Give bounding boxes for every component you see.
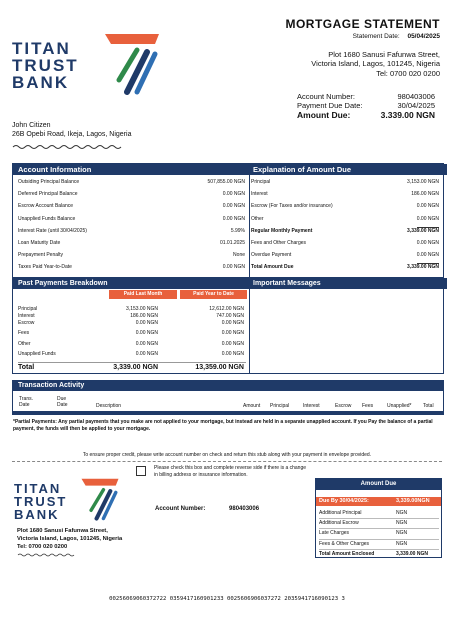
transactions-panel	[12, 380, 444, 415]
account-info-row	[18, 179, 245, 191]
stub-due-by-value: 3,339.00NGN	[396, 498, 430, 504]
stub-phone: Tel: 0700 020 0200	[17, 543, 68, 550]
th-unapplied: Unapplied*	[387, 403, 412, 409]
account-info-rows	[18, 179, 245, 277]
account-info-label: Prepayment Penalty	[18, 252, 64, 259]
stub-address-line2: Victoria Island, Lagos, 101245, Nigeria	[17, 535, 123, 542]
account-info-row	[18, 228, 245, 240]
account-info-value: None	[233, 252, 245, 259]
statement-date-label: Statement Date:	[352, 33, 400, 40]
account-info-value: 0.00 NGN	[222, 191, 245, 198]
account-info-value: 507,855.00 NGN	[207, 179, 245, 185]
past-payment-label: Escrow	[18, 320, 35, 326]
stub-amount-row	[319, 519, 439, 529]
stub-logo-line3: BANK	[14, 507, 60, 522]
past-payment-row	[18, 306, 246, 313]
explanation-label: Regular Monthly Payment	[251, 227, 313, 234]
logo-line3: BANK	[12, 73, 70, 92]
th-description: Description	[96, 403, 122, 409]
account-summary	[297, 92, 435, 120]
stub-row-label: Fees & Other Charges	[319, 540, 370, 547]
bank-address-line2: Victoria Island, Lagos, 101245, Nigeria	[311, 59, 440, 69]
stub-amount-due-title: Amount Due	[316, 479, 441, 490]
stub-amount-due-box	[315, 478, 442, 558]
past-payment-last-month: 0.00 NGN	[135, 330, 158, 337]
th-due-date: Due Date	[57, 396, 68, 408]
past-payments-total-row	[18, 362, 246, 371]
stub-address	[17, 528, 122, 558]
stub-row-value: NGN	[396, 540, 408, 547]
explanation-label: Overdue Payment	[251, 252, 292, 259]
checkbox-text: Please check this box and complete reverse side if there is a change in billing address or insurance information.	[154, 465, 307, 478]
stub-logo	[14, 482, 124, 527]
stub-amount-row	[319, 509, 439, 519]
important-messages-title: Important Messages	[249, 278, 447, 289]
stub-address-line1: Plot 1680 Sanusi Fafunwa Street,	[17, 528, 108, 534]
account-info-row	[18, 216, 245, 228]
past-payment-ytd: 0.00 NGN	[221, 330, 244, 337]
account-info-label: Outsiding Principal Balance	[18, 179, 80, 185]
past-payment-label: Interest	[18, 313, 35, 319]
account-info-row	[18, 203, 245, 215]
explanation-row	[251, 203, 439, 215]
barcode-scribble	[12, 143, 127, 151]
stub-due-by-row	[316, 497, 441, 506]
stub-row-value: NGN	[396, 530, 408, 537]
total-last-month: 3,339.00 NGN	[113, 364, 158, 371]
th-escrow: Escrow	[335, 403, 352, 409]
account-info-label: Unapplied Funds Balance	[18, 215, 76, 222]
past-payment-ytd: 0.00 NGN	[221, 350, 244, 357]
explanation-value: 0.00 NGN	[417, 216, 439, 228]
bank-logo	[12, 40, 162, 100]
logo-line1: TITAN	[12, 39, 71, 58]
bank-phone: Tel: 0700 020 0200	[376, 68, 440, 78]
partial-payments-note: *Partial Payments: Any partial payments that you make are not applied to your mortgage, but instead are held in a separate unapplied account. If you Pay the balance of a partial payment, the funds will then be applied to your mortgage.	[13, 419, 433, 432]
stub-row-value: NGN	[396, 520, 408, 527]
account-info-row	[18, 191, 245, 203]
stub-amount-row	[319, 550, 439, 559]
th-interest: Interest	[303, 403, 320, 409]
past-payment-label: Principal	[18, 306, 38, 312]
explanation-row	[251, 228, 439, 240]
total-ytd: 13,359.00 NGN	[195, 364, 244, 371]
logo-line2: TRUST	[12, 56, 79, 75]
amount-due: 3.339.00 NGN	[380, 110, 435, 120]
account-info-title: Account Information	[13, 164, 252, 175]
th-amount: Amount	[243, 403, 261, 409]
explanation-row	[251, 216, 439, 228]
stub-due-by-label: Due By 30/04/2025:	[319, 498, 369, 504]
th-trans-date: Trans. Date	[19, 396, 33, 408]
past-payment-last-month: 3,153.00 NGN	[126, 306, 158, 312]
account-info-value: 01.01.2025	[219, 239, 245, 246]
past-payment-ytd: 0.00 NGN	[221, 320, 244, 326]
explanation-value: 3,339.00 NGN	[407, 227, 439, 234]
account-number-label: Account Number:	[297, 92, 355, 101]
explanation-value: 186.00 NGN	[411, 191, 439, 198]
bank-address-line1: Plot 1680 Sanusi Fafunwa Street,	[328, 50, 440, 59]
explanation-row	[251, 240, 439, 252]
info-panel	[12, 163, 444, 278]
stub-account-number: 980403006	[229, 506, 260, 512]
account-info-value: 0.00 NGN	[222, 264, 245, 271]
explanation-row	[251, 191, 439, 203]
col-paid-ytd: Paid Year to Date	[180, 290, 247, 299]
stub-row-label: Late Charges	[319, 530, 350, 537]
past-payment-row	[18, 330, 246, 340]
past-payment-row	[18, 351, 246, 361]
past-payment-label: Fees	[18, 330, 30, 337]
account-info-row	[18, 240, 245, 252]
customer-name: John Citizen	[12, 122, 51, 129]
account-info-label: Escrow Account Balance	[18, 203, 74, 210]
address-change-checkbox[interactable]	[136, 466, 146, 476]
stub-amount-row	[319, 529, 439, 539]
stub-row-value: 3,339.00 NGN	[396, 550, 428, 557]
account-info-value: 0.00 NGN	[222, 203, 245, 210]
past-payment-row	[18, 313, 246, 320]
stub-amount-row	[319, 540, 439, 550]
past-payment-last-month: 186.00 NGN	[130, 313, 158, 319]
explanation-title: Explanation of Amount Due	[249, 164, 447, 175]
payments-panel	[12, 277, 444, 374]
account-info-value: 0.00 NGN	[222, 215, 245, 222]
stub-logo-line2: TRUST	[14, 494, 68, 509]
customer-block	[12, 122, 131, 151]
stub-row-label: Additional Principal	[319, 510, 362, 516]
stub-row-value: NGN	[396, 510, 408, 516]
past-payments-title: Past Payments Breakdown	[13, 278, 252, 289]
explanation-label: Other	[251, 215, 264, 222]
customer-address: 26B Opebi Road, Ikeja, Lagos, Nigeria	[12, 130, 132, 138]
stub-logo-line1: TITAN	[14, 481, 62, 496]
statement-date: 05/04/2025	[407, 33, 440, 40]
past-payment-label: Other	[18, 340, 31, 347]
logo-slash-icon	[97, 30, 167, 100]
col-paid-last-month: Paid Last Month	[109, 290, 177, 299]
explanation-label: Escrow (For Taxes and/or insurance)	[251, 203, 333, 210]
th-fees: Fees	[362, 403, 374, 409]
account-info-row	[18, 264, 245, 276]
stub-row-label: Additional Escrow	[319, 520, 359, 527]
account-info-value: 5.99%	[230, 227, 245, 234]
th-total: Total	[423, 403, 434, 409]
past-payments-rows	[18, 306, 246, 361]
due-date-label: Payment Due Date:	[297, 101, 363, 110]
stub-logo-slash-icon	[76, 476, 124, 524]
explanation-value: 3,339.00 NGN	[407, 264, 439, 271]
explanation-label: Interest	[251, 191, 268, 198]
past-payment-ytd: 0.00 NGN	[221, 340, 244, 347]
past-payment-label: Unapplied Funds	[18, 350, 56, 357]
past-payment-ytd: 12,612.00 NGN	[209, 306, 244, 312]
past-payment-ytd: 747.00 NGN	[216, 313, 244, 319]
amount-due-label: Amount Due:	[297, 110, 351, 120]
explanation-value: 0.00 NGN	[416, 203, 439, 210]
account-info-label: Deferred Principal Balance	[18, 191, 78, 198]
explanation-value: 0.00 NGN	[416, 239, 439, 246]
explanation-value: 0.00 NGN	[417, 252, 439, 264]
stub-amount-rows	[319, 509, 439, 559]
micr-line: 00256069060372722 0359417160901233 0025606906037272 2035941716090123 3	[109, 596, 345, 602]
total-label: Total	[18, 364, 35, 371]
explanation-label: Principal	[251, 179, 271, 185]
past-payment-row	[18, 320, 246, 330]
account-number: 980403006	[397, 92, 435, 101]
explanation-row	[251, 264, 439, 276]
explanation-rows	[251, 179, 439, 277]
due-date: 30/04/2025	[397, 101, 435, 110]
past-payment-last-month: 0.00 NGN	[135, 320, 158, 326]
statement-title: MORTGAGE STATEMENT	[285, 17, 440, 31]
account-info-label: Interest Rate (until 30/04/2025)	[18, 227, 87, 234]
stub-instruction: To ensure proper credit, please write account number on check and return this stub along with your payment in envelope provided.	[82, 452, 372, 458]
explanation-value: 3,153.00 NGN	[407, 179, 439, 185]
past-payment-row	[18, 341, 246, 351]
past-payment-last-month: 0.00 NGN	[135, 350, 158, 357]
stub-scribble	[17, 552, 77, 558]
stub-account-label: Account Number:	[155, 506, 206, 512]
explanation-row	[251, 252, 439, 264]
th-principal: Principal	[270, 403, 290, 409]
account-info-label: Loan Maturity Date	[18, 239, 61, 246]
explanation-row	[251, 179, 439, 191]
account-info-label: Taxes Paid Year-to-Date	[18, 264, 72, 271]
past-payment-last-month: 0.00 NGN	[135, 340, 158, 347]
explanation-label: Total Amount Due	[251, 264, 294, 271]
stub-row-label: Total Amount Enclosed	[319, 550, 375, 557]
account-info-row	[18, 252, 245, 264]
explanation-label: Fees and Other Charges	[251, 239, 307, 246]
transactions-title: Transaction Activity	[13, 381, 443, 391]
